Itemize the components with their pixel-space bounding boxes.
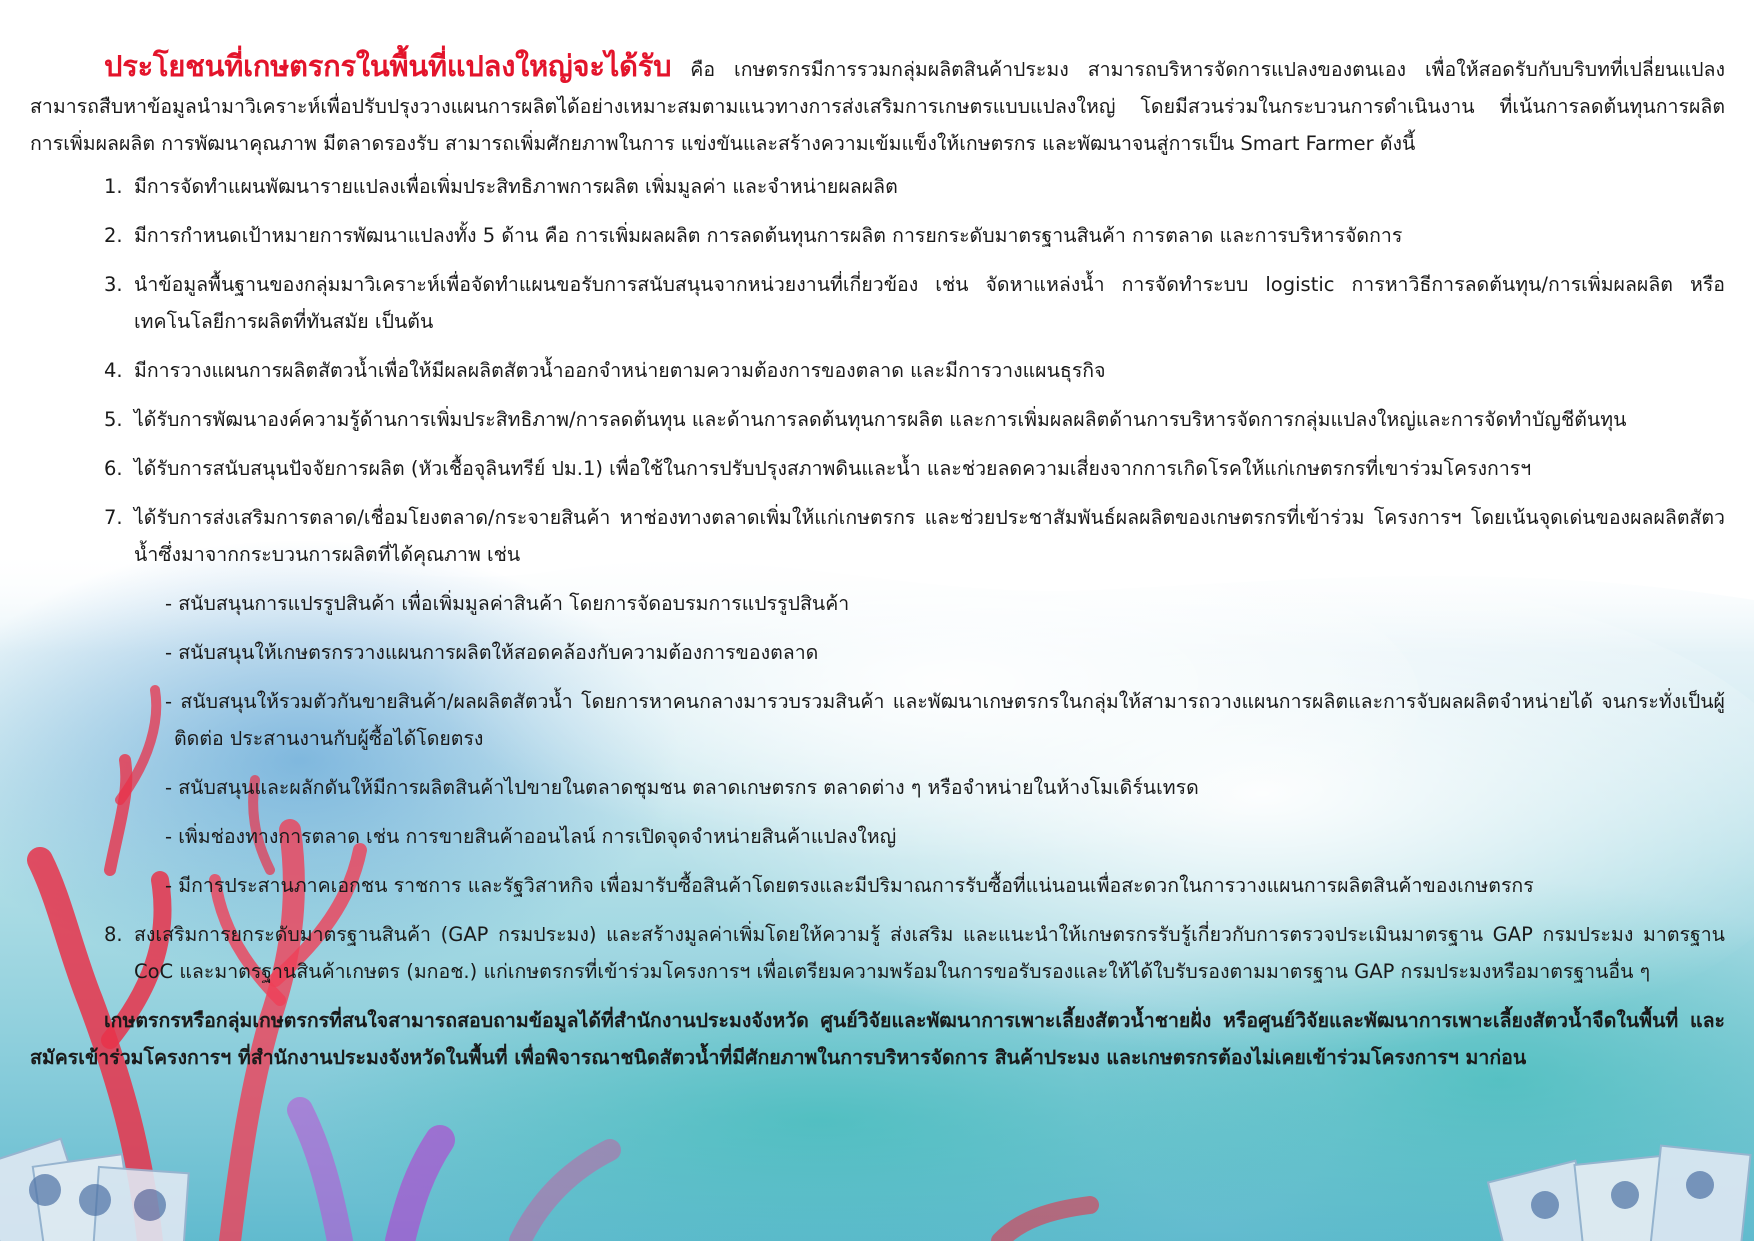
item-number: 4.: [104, 359, 123, 382]
item-number: 7.: [104, 506, 123, 529]
sub-list-item: - สนับสนุนและผลักดันให้มีการผลิตสินค้าไปขายในตลาดชุมชน ตลาดเกษตรกร ตลาดต่าง ๆ หรือจำหน่ายในห้างโมเดิร์นเทรด: [165, 776, 1199, 799]
item-text: ได้รับการสนับสนุนปัจจัยการผลิต (หัวเชื้อจุลินทรีย์ ปม.1) เพื่อใช้ในการปรับปรุงสภาพดินและน้ำ และช่วยลดความเสี่ยงจากการเกิดโรคให้แก่เกษตรกรที่เขาร่วมโครงการฯ: [134, 457, 1532, 480]
item-text: นำข้อมูลพื้นฐานของกลุ่มมาวิเคราะห์เพื่อจัดทำแผนขอรับการสนับสนุนจากหน่วยงานที่เกี่ยวข้อง เช่น จัดหาแหล่งน้ำ การจัดทำระบบ logistic การหาวิธีการลดต้นทุน/การเพิ่มผลผลิต หรือเทคโนโลยีการผลิตที่ทันสมัย เป็นต้น: [134, 273, 1725, 333]
sub-list-item: - สนับสนุนให้รวมตัวกันขายสินค้า/ผลผลิตสัตวน้ำ โดยการหาคนกลางมารวบรวมสินค้า และพัฒนาเกษตรกรในกลุ่มให้สามารถวางแผนการผลิตและการจับผลผลิตจำหน่ายได้ จนกระทั่งเป็นผู้ติดต่อ ประสานงานกับผู้ซื้อได้โดยตรง: [165, 690, 1725, 750]
item-text: มีการกำหนดเป้าหมายการพัฒนาแปลงทั้ง 5 ด้าน คือ การเพิ่มผลผลิต การลดต้นทุนการผลิต การยกระดับมาตรฐานสินค้า การตลาด และการบริหารจัดการ: [134, 224, 1403, 247]
sub-list-item: - สนับสนุนให้เกษตรกรวางแผนการผลิตให้สอดคล้องกับความต้องการของตลาด: [165, 641, 819, 664]
item-text: มีการจัดทำแผนพัฒนารายแปลงเพื่อเพิ่มประสิทธิภาพการผลิต เพิ่มมูลค่า และจำหน่ายผลผลิต: [134, 175, 898, 198]
item-number: 6.: [104, 457, 123, 480]
list-item: [30, 352, 1725, 389]
document-body: [30, 48, 1725, 1076]
item-number: 8.: [104, 923, 123, 946]
item-text: สงเสริมการยกระดับมาตรฐานสินค้า (GAP กรมประมง) และสร้างมูลค่าเพิ่มโดยให้ความรู้ ส่งเสริม และแนะนำให้เกษตรกรรับรู้เกี่ยวกับการตรวจประเมินมาตรฐาน GAP กรมประมง มาตรฐาน CoC และมาตรฐานสินค้าเกษตร (มกอช.) แก่เกษตรกรที่เข้าร่วมโครงการฯ เพื่อเตรียมความพร้อมในการขอรับรองและให้ได้ใบรับรองตามมาตรฐาน GAP กรมประมงหรือมาตรฐานอื่น ๆ: [134, 923, 1725, 983]
marketing-sub-list: [134, 585, 1725, 904]
list-item: [30, 168, 1725, 205]
item-text: ได้รับการพัฒนาองค์ความรู้ด้านการเพิ่มประสิทธิภาพ/การลดต้นทุน และด้านการลดต้นทุนการผลิต และการเพิ่มผลผลิตด้านการบริหารจัดการกลุ่มแปลงใหญ่และการจัดทำบัญชีต้นทุน: [134, 408, 1627, 431]
item-number: 2.: [104, 224, 123, 247]
sub-list-item: - มีการประสานภาคเอกชน ราชการ และรัฐวิสาหกิจ เพื่อมารับซื้อสินค้าโดยตรงและมีปริมาณการรับซื้อที่แน่นอนเพื่อสะดวกในการวางแผนการผลิตสินค้าของเกษตรกร: [165, 874, 1534, 897]
intro-text: คือ เกษตรกรมีการรวมกลุ่มผลิตสินค้าประมง สามารถบริหารจัดการแปลงของตนเอง เพื่อให้สอดรับกับบริบทที่เปลี่ยนแปลง สามารถสืบหาข้อมูลนำมาวิเคราะห์เพื่อปรับปรุงวางแผนการผลิตได้อย่างเหมาะสมตามแนวทางการส่งเสริมการเกษตรแบบแปลงใหญ่ โดยมีสวนร่วมในกระบวนการดำเนินงาน ที่เน้นการลดต้นทุนการผลิต การเพิ่มผลผลิต การพัฒนาคุณภาพ มีตลาดรองรับ สามารถเพิ่มศักยภาพในการ แข่งขันและสร้างความเข้มแข็งให้เกษตรกร และพัฒนาจนสู่การเป็น Smart Farmer ดังนี้: [30, 58, 1725, 155]
item-number: 5.: [104, 408, 123, 431]
item-number: 3.: [104, 273, 123, 296]
benefit-list: [30, 168, 1725, 990]
intro-paragraph: [30, 48, 1725, 162]
list-item: [30, 916, 1725, 990]
item-text: ได้รับการส่งเสริมการตลาด/เชื่อมโยงตลาด/กระจายสินค้า หาช่องทางตลาดเพิ่มให้แก่เกษตรกร และช่วยประชาสัมพันธ์ผลผลิตของเกษตรกรที่เข้าร่วม โครงการฯ โดยเน้นจุดเด่นของผลผลิตสัตวน้ำซึ่งมาจากกระบวนการผลิตที่ได้คุณภาพ เช่น: [134, 506, 1725, 566]
list-item: [30, 217, 1725, 254]
list-item: [30, 266, 1725, 340]
sub-list-item: - เพิ่มช่องทางการตลาด เช่น การขายสินค้าออนไลน์ การเปิดจุดจำหน่ายสินค้าแปลงใหญ่: [165, 825, 897, 848]
list-item: [30, 401, 1725, 438]
sub-list-item: - สนับสนุนการแปรรูปสินค้า เพื่อเพิ่มมูลค่าสินค้า โดยการจัดอบรมการแปรรูปสินค้า: [165, 592, 850, 615]
headline: ประโยชนที่เกษตรกรในพื้นที่แปลงใหญ่จะได้รับ: [104, 49, 672, 83]
closing-paragraph: เกษตรกรหรือกลุ่มเกษตรกรที่สนใจสามารถสอบถามข้อมูลได้ที่สำนักงานประมงจังหวัด ศูนย์วิจัยและพัฒนาการเพาะเลี้ยงสัตวน้ำชายฝั่ง หรือศูนย์วิจัยและพัฒนาการเพาะเลี้ยงสัตวน้ำจืดในพื้นที่ และสมัครเข้าร่วมโครงการฯ ที่สำนักงานประมงจังหวัดในพื้นที่ เพื่อพิจารณาชนิดสัตวน้ำที่มีศักยภาพในการบริหารจัดการ สินค้าประมง และเกษตรกรต้องไม่เคยเข้าร่วมโครงการฯ มาก่อน: [30, 1009, 1725, 1069]
item-number: 1.: [104, 175, 123, 198]
item-text: มีการวางแผนการผลิตสัตวน้ำเพื่อให้มีผลผลิตสัตวน้ำออกจำหน่ายตามความต้องการของตลาด และมีการวางแผนธุรกิจ: [134, 359, 1106, 382]
list-item: [30, 499, 1725, 904]
list-item: [30, 450, 1725, 487]
